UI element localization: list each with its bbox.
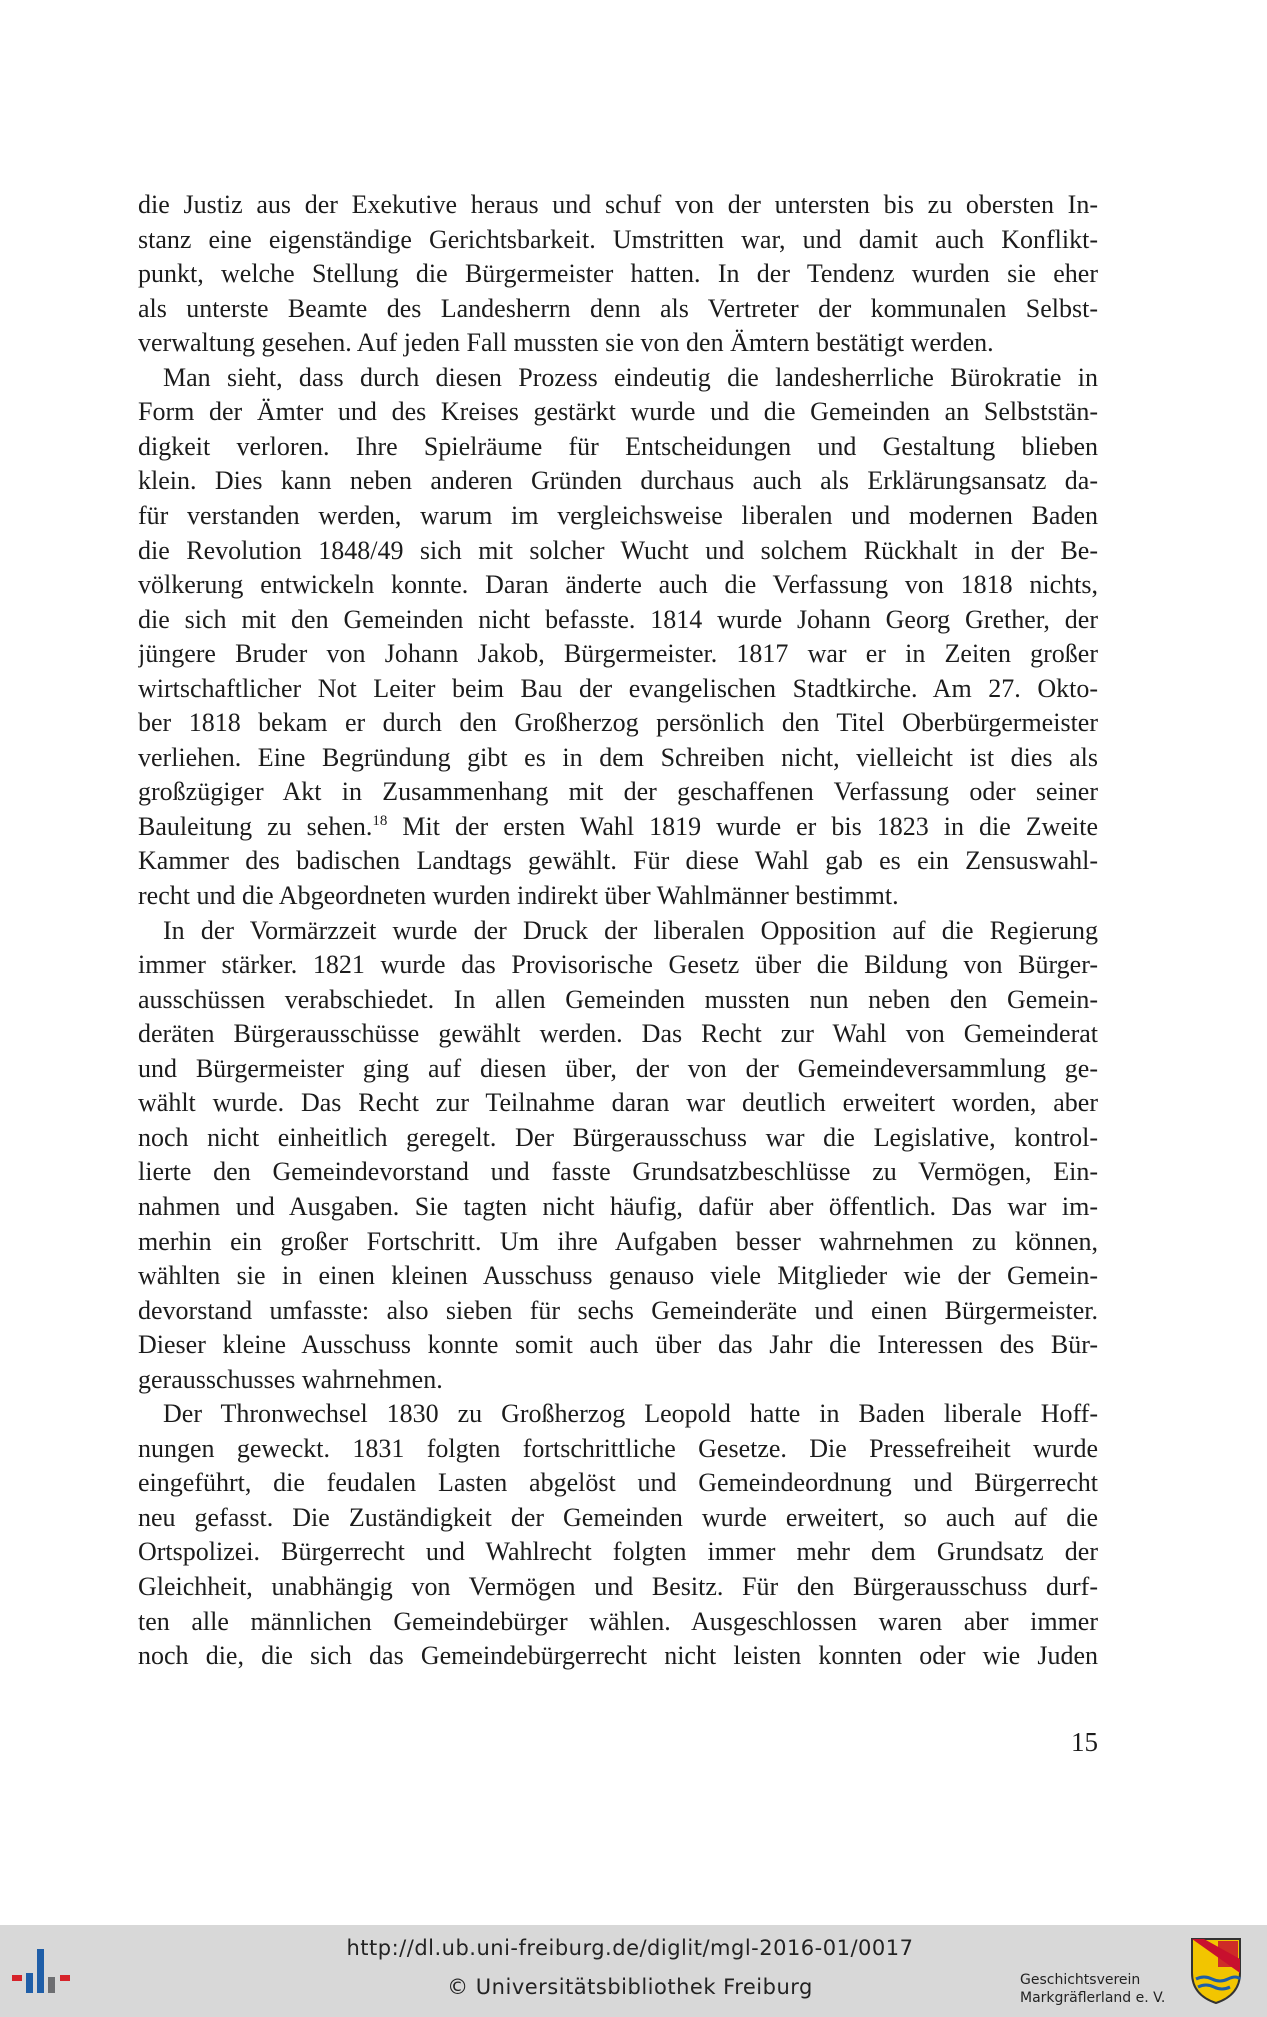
- text-line-content: wirtschaftlicher Not Leiter beim Bau der evangelischen Stadtkirche. Am 27. Okto-: [138, 673, 1098, 703]
- text-line-content: digkeit verloren. Ihre Spielräume für Entscheidungen und Gestaltung blieben: [138, 431, 1098, 461]
- text-line-content: wählten sie in einen kleinen Ausschuss genauso viele Mitglieder wie der Gemein-: [138, 1261, 1098, 1291]
- text-line-content: Bauleitung zu sehen.: [138, 811, 373, 841]
- text-line: [138, 741, 1098, 775]
- text-line-content: und Bürgermeister ging auf diesen über, der von der Gemeindeversammlung ge-: [138, 1053, 1098, 1083]
- text-line-content: für verstanden werden, warum im vergleichsweise liberalen und modernen Baden: [138, 500, 1098, 530]
- text-line-content: völkerung entwickeln konnte. Daran änderte auch die Verfassung von 1818 nichts,: [138, 570, 1098, 600]
- text-line: [138, 1363, 1098, 1397]
- text-line: [138, 775, 1098, 809]
- text-line: [138, 1328, 1098, 1362]
- text-line: [138, 879, 1098, 913]
- text-line: [138, 430, 1098, 464]
- text-line-content: immer stärker. 1821 wurde das Provisorische Gesetz über die Bildung von Bürger-: [138, 950, 1098, 980]
- text-line: [138, 948, 1098, 982]
- page-number: 15: [1071, 1727, 1098, 1757]
- footer-url-link[interactable]: http://dl.ub.uni-freiburg.de/diglit/mgl-2016-01/0017: [346, 1936, 914, 1960]
- text-line: [138, 844, 1098, 878]
- text-line-content: lierte den Gemeindevorstand und fasste Grundsatzbeschlüsse zu Vermögen, Ein-: [138, 1157, 1098, 1187]
- text-line: [138, 1639, 1098, 1673]
- text-line: [138, 568, 1098, 602]
- text-line: [138, 983, 1098, 1017]
- text-line-content: die sich mit den Gemeinden nicht befasste. 1814 wurde Johann Georg Grether, der: [138, 604, 1098, 634]
- text-line-content: nahmen und Ausgaben. Sie tagten nicht häufig, dafür aber öffentlich. Das war im-: [138, 1191, 1098, 1221]
- text-line-content: Mit der ersten Wahl 1819 wurde er bis 1823 in die Zweite: [387, 811, 1098, 841]
- text-line-content: ausschüssen verabschiedet. In allen Gemeinden mussten nun neben den Gemein-: [138, 984, 1098, 1014]
- text-line-content: noch nicht einheitlich geregelt. Der Bürgerausschuss war die Legislative, kontrol-: [138, 1122, 1098, 1152]
- text-line-content: klein. Dies kann neben anderen Gründen durchaus auch als Erklärungsansatz da-: [138, 466, 1098, 496]
- text-line: [138, 1501, 1098, 1535]
- text-line-content: die Justiz aus der Exekutive heraus und schuf von der untersten bis zu obersten In-: [138, 190, 1098, 219]
- footer-bar: [0, 1925, 1267, 2017]
- text-line: [138, 257, 1098, 291]
- text-line-content: die Revolution 1848/49 sich mit solcher Wucht und solchem Rückhalt in der Be-: [138, 535, 1098, 565]
- text-line: [138, 1086, 1098, 1120]
- text-line-content: Dieser kleine Ausschuss konnte somit auch über das Jahr die Interessen des Bür-: [138, 1330, 1098, 1360]
- text-line: [138, 1225, 1098, 1259]
- text-line: [138, 1432, 1098, 1466]
- text-line-content: deräten Bürgerausschüsse gewählt werden. Das Recht zur Wahl von Gemeinderat: [138, 1019, 1098, 1049]
- text-line-content: Der Thronwechsel 1830 zu Großherzog Leopold hatte in Baden liberale Hoff-: [163, 1399, 1098, 1429]
- ub-freiburg-logo-icon: [10, 1939, 82, 2003]
- text-line: [138, 1190, 1098, 1224]
- coat-of-arms-icon: [1190, 1937, 1242, 2005]
- footer-copyright: © Universitätsbibliothek Freiburg: [447, 1975, 813, 1999]
- text-line-content: verliehen. Eine Begründung gibt es in dem Schreiben nicht, vielleicht ist dies als: [138, 742, 1098, 772]
- text-line: [138, 1259, 1098, 1293]
- text-line-content: als unterste Beamte des Landesherrn denn als Vertreter der kommunalen Selbst-: [138, 293, 1098, 323]
- text-line-content: Kammer des badischen Landtags gewählt. Für diese Wahl gab es ein Zensuswahl-: [138, 846, 1098, 876]
- text-line: [138, 672, 1098, 706]
- text-line: [138, 706, 1098, 740]
- text-line-content: recht und die Abgeordneten wurden indirekt über Wahlmänner bestimmt.: [138, 881, 899, 910]
- text-line-content: stanz eine eigenständige Gerichtsbarkeit. Umstritten war, und damit auch Konflikt-: [138, 224, 1098, 254]
- text-line: [138, 1121, 1098, 1155]
- text-line-content: gerausschusses wahrnehmen.: [138, 1364, 443, 1394]
- text-line-content: nungen geweckt. 1831 folgten fortschrittliche Gesetze. Die Pressefreiheit wurde: [138, 1433, 1098, 1463]
- text-line: [138, 464, 1098, 498]
- text-line: [138, 361, 1098, 395]
- text-line: [138, 603, 1098, 637]
- text-line-content: ten alle männlichen Gemeindebürger wählen. Ausgeschlossen waren aber immer: [138, 1606, 1098, 1636]
- text-line: [138, 1535, 1098, 1569]
- text-line-content: verwaltung gesehen. Auf jeden Fall mussten sie von den Ämtern bestätigt werden.: [138, 328, 994, 358]
- footnote-reference[interactable]: 18: [372, 812, 388, 829]
- text-line-content: In der Vormärzzeit wurde der Druck der liberalen Opposition auf die Regierung: [163, 915, 1098, 945]
- text-line-content: punkt, welche Stellung die Bürgermeister hatten. In der Tendenz wurden sie eher: [138, 259, 1098, 289]
- text-line-content: neu gefasst. Die Zuständigkeit der Gemeinden wurde erweitert, so auch auf die: [138, 1502, 1098, 1532]
- text-line: [138, 914, 1098, 948]
- text-line: [138, 1605, 1098, 1639]
- text-line: [138, 1017, 1098, 1051]
- text-line: [138, 395, 1098, 429]
- text-line: [138, 188, 1098, 222]
- text-line: [138, 637, 1098, 671]
- text-line: [138, 810, 1098, 844]
- text-line: [138, 1570, 1098, 1604]
- text-line-content: wählt wurde. Das Recht zur Teilnahme daran war deutlich erweitert worden, aber: [138, 1088, 1098, 1118]
- text-line: [138, 534, 1098, 568]
- society-name-line1: Geschichtsverein: [1020, 1972, 1141, 1988]
- text-line-content: großzügiger Akt in Zusammenhang mit der geschaffenen Verfassung oder seiner: [138, 777, 1098, 807]
- text-line: [138, 1466, 1098, 1500]
- text-line: [138, 1294, 1098, 1328]
- society-name-line2: Markgräflerland e. V.: [1020, 1990, 1166, 2006]
- text-line-content: merhin ein großer Fortschritt. Um ihre Aufgaben besser wahrnehmen zu können,: [138, 1226, 1098, 1256]
- text-line: [138, 1397, 1098, 1431]
- text-line: [138, 326, 1098, 360]
- text-line-content: Gleichheit, unabhängig von Vermögen und Besitz. Für den Bürgerausschuss durf-: [138, 1572, 1098, 1601]
- text-line: [138, 292, 1098, 326]
- text-line: [138, 223, 1098, 257]
- text-line: [138, 499, 1098, 533]
- text-line-content: jüngere Bruder von Johann Jakob, Bürgermeister. 1817 war er in Zeiten großer: [138, 639, 1098, 669]
- text-line-content: Man sieht, dass durch diesen Prozess eindeutig die landesherrliche Bürokratie in: [163, 362, 1098, 392]
- text-line: [138, 1052, 1098, 1086]
- text-line-content: Form der Ämter und des Kreises gestärkt wurde und die Gemeinden an Selbststän-: [138, 397, 1098, 427]
- society-name: [1020, 1971, 1165, 2007]
- text-line-content: Ortspolizei. Bürgerrecht und Wahlrecht folgten immer mehr dem Grundsatz der: [138, 1537, 1098, 1567]
- text-line: [138, 1155, 1098, 1189]
- text-line-content: eingeführt, die feudalen Lasten abgelöst und Gemeindeordnung und Bürgerrecht: [138, 1468, 1098, 1498]
- text-line-content: devorstand umfasste: also sieben für sechs Gemeinderäte und einen Bürgermeister.: [138, 1295, 1098, 1325]
- text-line-content: ber 1818 bekam er durch den Großherzog persönlich den Titel Oberbürgermeister: [138, 708, 1098, 738]
- text-line-content: noch die, die sich das Gemeindebürgerrecht nicht leisten konnten oder wie Juden: [138, 1641, 1098, 1671]
